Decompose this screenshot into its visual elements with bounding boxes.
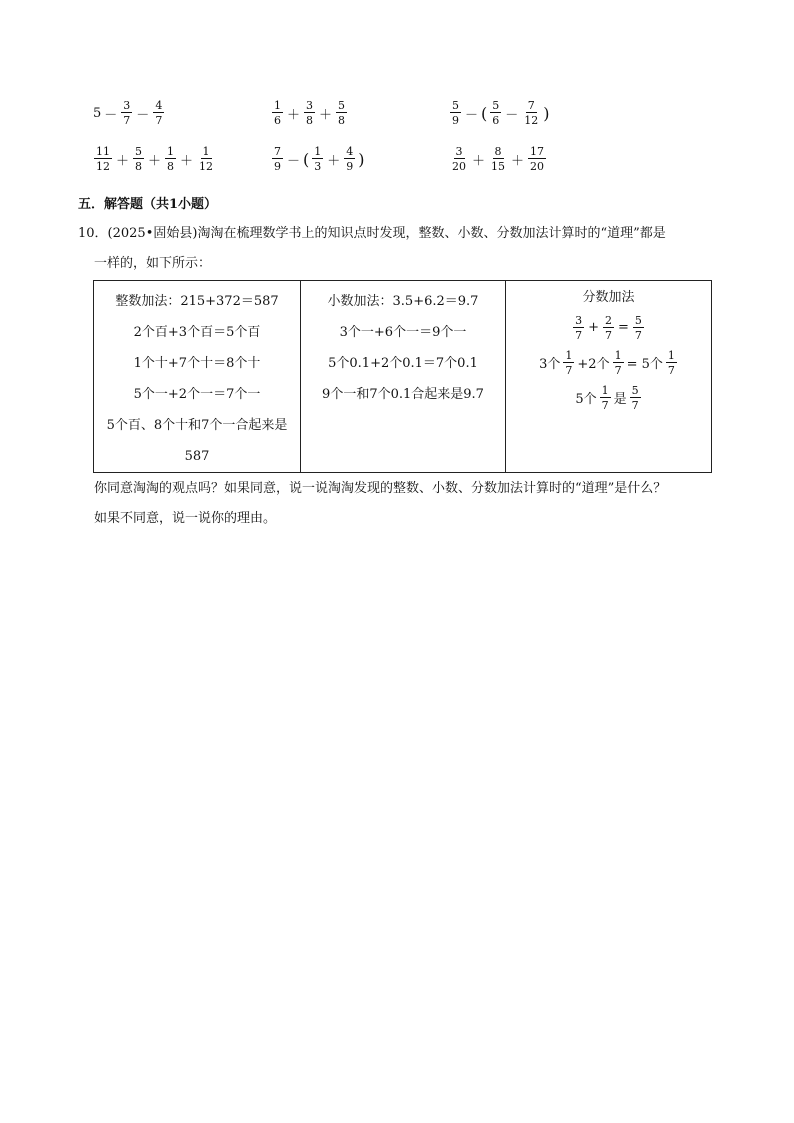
fraction: $\frac{1}{8}$ bbox=[167, 145, 175, 173]
fraction: $\frac{7}{9}$ bbox=[274, 145, 281, 173]
fraction-line-2: 3个 $\frac{1}{7}$ +2个 $\frac{1}{7}$ = 5个 $\frac{1}{7}$ bbox=[539, 348, 675, 377]
fraction-addition-title: 分数加法 bbox=[582, 290, 635, 305]
table-line: 5个百、8个十和7个一合起来是 bbox=[106, 418, 288, 433]
fraction: $\frac{3}{7}$ bbox=[575, 313, 583, 342]
decimal-addition-cell bbox=[301, 281, 506, 473]
followup-line-2: 如果不同意，说一说你的理由。 bbox=[94, 511, 277, 526]
table-line: 5个一+2个一＝7个一 bbox=[133, 387, 261, 402]
question-text-line-1: 10．(2025•固始县)淘淘在梳理数学书上的知识点时发现，整数、小数、分数加法计算时的“道理”都是 bbox=[78, 226, 666, 241]
right-paren: ) bbox=[358, 149, 365, 169]
table-line: 3个一+6个一＝9个一 bbox=[339, 325, 467, 340]
minus-sign: － bbox=[287, 153, 301, 169]
fraction: $\frac{5}{7}$ bbox=[634, 313, 642, 342]
exercise-1 bbox=[92, 100, 166, 126]
fraction: $\frac{3}{20}$ bbox=[452, 145, 466, 173]
fraction: $\frac{4}{7}$ bbox=[155, 99, 163, 127]
minus-sign: － bbox=[465, 107, 479, 123]
exercise-4 bbox=[92, 146, 217, 172]
fraction: $\frac{1}{12}$ bbox=[199, 145, 214, 173]
fraction: $\frac{5}{7}$ bbox=[631, 383, 639, 412]
fraction-line-3: 5个 $\frac{1}{7}$ 是 $\frac{5}{7}$ bbox=[575, 383, 639, 412]
fraction: $\frac{1}{7}$ bbox=[601, 383, 609, 412]
fraction: $\frac{5}{6}$ bbox=[492, 99, 500, 127]
integer-addition-cell bbox=[94, 281, 301, 473]
fraction: $\frac{11}{12}$ bbox=[96, 145, 110, 173]
table-line: 587 bbox=[184, 449, 210, 464]
table-line: 1个十+7个十＝8个十 bbox=[133, 356, 261, 371]
plus-sign: ＋ bbox=[148, 153, 162, 169]
plus-sign: ＋ bbox=[287, 107, 301, 123]
fraction-line-1: $\frac{3}{7}$ + $\frac{2}{7}$ = $\frac{5}{7}$ bbox=[575, 313, 642, 342]
table-line: 5个0.1+2个0.1＝7个0.1 bbox=[328, 356, 478, 371]
minus-sign: － bbox=[104, 107, 118, 123]
table-line: 2个百+3个百＝5个百 bbox=[133, 325, 261, 340]
fraction: $\frac{5}{8}$ bbox=[338, 99, 346, 127]
plus-sign: ＋ bbox=[472, 153, 486, 169]
exercise-2 bbox=[270, 100, 349, 126]
fraction: $\frac{8}{15}$ bbox=[491, 145, 506, 173]
fraction: $\frac{1}{7}$ bbox=[667, 348, 675, 377]
exercise-5 bbox=[270, 146, 366, 172]
table-line: 整数加法：215+372＝587 bbox=[115, 294, 279, 309]
section-heading: 五．解答题（共1小题） bbox=[78, 197, 218, 212]
fraction: $\frac{1}{6}$ bbox=[274, 99, 281, 127]
plus-sign: ＋ bbox=[327, 153, 341, 169]
fraction: $\frac{3}{7}$ bbox=[123, 99, 131, 127]
fraction: $\frac{1}{7}$ bbox=[614, 348, 622, 377]
plus-sign: ＋ bbox=[511, 153, 525, 169]
minus-sign: － bbox=[505, 107, 519, 123]
fraction: $\frac{17}{20}$ bbox=[530, 145, 545, 173]
plus-sign: ＋ bbox=[116, 153, 130, 169]
plus-sign: ＋ bbox=[319, 107, 333, 123]
fraction: $\frac{5}{8}$ bbox=[135, 145, 143, 173]
fraction: $\frac{4}{9}$ bbox=[346, 145, 354, 173]
fraction: $\frac{1}{7}$ bbox=[565, 348, 573, 377]
exercise-3 bbox=[448, 100, 551, 126]
fraction: $\frac{3}{8}$ bbox=[306, 99, 314, 127]
fraction: $\frac{2}{7}$ bbox=[605, 313, 612, 342]
right-paren: ) bbox=[543, 103, 550, 123]
minus-sign: － bbox=[136, 107, 150, 123]
plus-sign: ＋ bbox=[180, 153, 194, 169]
whole-number: 5 bbox=[93, 105, 102, 121]
table-line: 9个一和7个0.1合起来是9.7 bbox=[322, 387, 484, 402]
fraction: $\frac{1}{3}$ bbox=[314, 145, 322, 173]
exercise-6 bbox=[448, 146, 548, 172]
question-text-line-2: 一样的，如下所示： bbox=[94, 256, 212, 271]
fraction-addition-cell bbox=[506, 281, 712, 473]
fraction: $\frac{5}{9}$ bbox=[452, 99, 459, 127]
fraction: $\frac{7}{12}$ bbox=[524, 99, 539, 127]
comparison-table bbox=[93, 280, 712, 473]
table-line: 小数加法：3.5+6.2＝9.7 bbox=[327, 294, 479, 309]
left-paren: ( bbox=[481, 103, 488, 123]
followup-line-1: 你同意淘淘的观点吗？如果同意，说一说淘淘发现的整数、小数、分数加法计算时的“道理”是什么？ bbox=[94, 481, 667, 496]
left-paren: ( bbox=[303, 149, 310, 169]
